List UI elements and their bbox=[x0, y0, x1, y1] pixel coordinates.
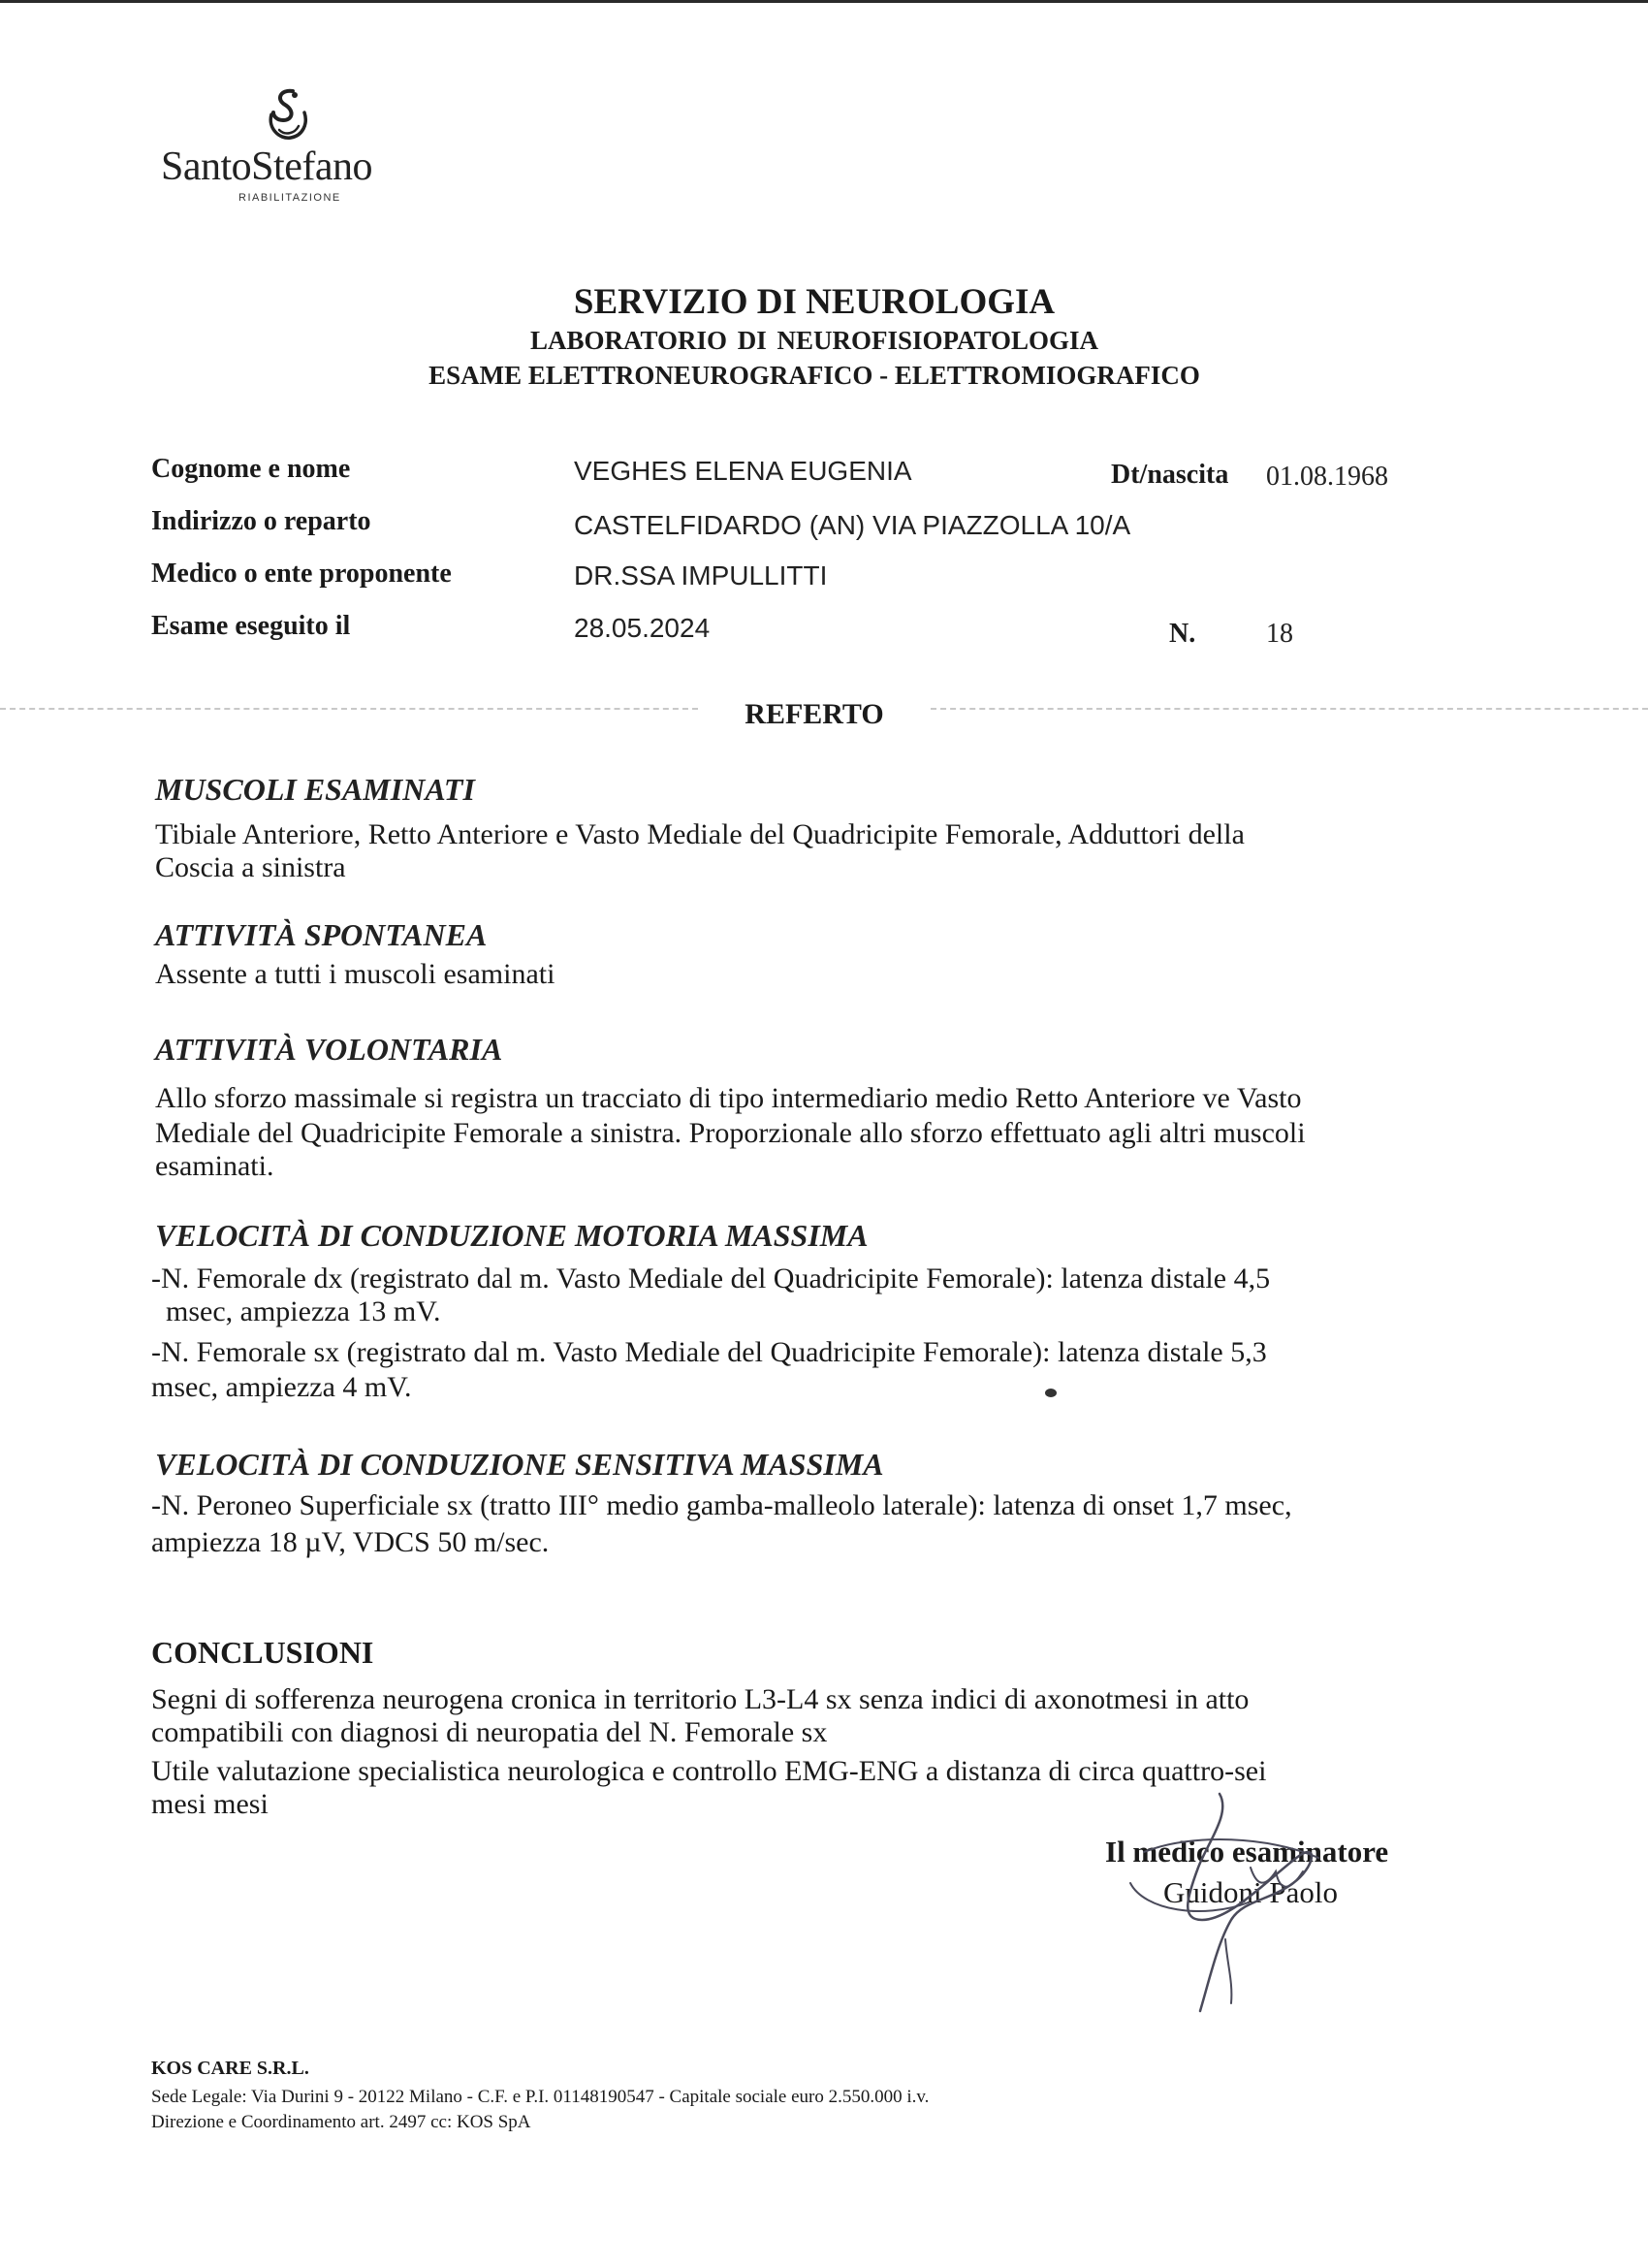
section-line: -N. Femorale dx (registrato dal m. Vasto Mediale del Quadricipite Femorale): latenza distale 4,5 bbox=[151, 1262, 1271, 1294]
section-line: ampiezza 18 µV, VDCS 50 m/sec. bbox=[151, 1526, 550, 1558]
conclusion-line: mesi mesi bbox=[151, 1788, 269, 1820]
signature-name: Guidoni Paolo bbox=[1163, 1875, 1338, 1909]
handwritten-signature-icon bbox=[1086, 1774, 1406, 2027]
date-value: 28.05.2024 bbox=[574, 613, 711, 643]
exam-title: ESAME ELETTRONEUROGRAFICO - ELETTROMIOGRAFICO bbox=[428, 361, 1200, 390]
section-title: VELOCITÀ DI CONDUZIONE SENSITIVA MASSIMA bbox=[155, 1447, 884, 1482]
conclusions-title: CONCLUSIONI bbox=[151, 1635, 374, 1670]
logo-subtitle: RIABILITAZIONE bbox=[238, 192, 341, 204]
section-line: -N. Peroneo Superficiale sx (tratto III° medio gamba-malleolo laterale): latenza di onset 1,7 msec, bbox=[151, 1489, 1292, 1521]
section-title: ATTIVITÀ SPONTANEA bbox=[155, 917, 488, 952]
section-line: Allo sforzo massimale si registra un tracciato di tipo intermediario medio Retto Anteriore ve Vasto bbox=[155, 1082, 1302, 1114]
footer-line: Sede Legale: Via Durini 9 - 20122 Milano - C.F. e P.I. 01148190547 - Capitale sociale euro 2.550.000 i.v. bbox=[151, 2087, 930, 2107]
birth-value: 01.08.1968 bbox=[1266, 462, 1388, 492]
birth-label: Dt/nascita bbox=[1111, 460, 1229, 490]
number-value: 18 bbox=[1266, 619, 1293, 649]
section-line: msec, ampiezza 13 mV. bbox=[151, 1295, 441, 1327]
address-value: CASTELFIDARDO (AN) VIA PIAZZOLLA 10/A bbox=[574, 510, 1131, 540]
section-line: Coscia a sinistra bbox=[155, 851, 346, 883]
section-title: ATTIVITÀ VOLONTARIA bbox=[155, 1032, 503, 1067]
section-line: Mediale del Quadricipite Femorale a sinistra. Proporzionale allo sforzo effettuato agli altri muscoli bbox=[155, 1117, 1306, 1149]
signature-title: Il medico esaminatore bbox=[1105, 1835, 1389, 1869]
section-line: Assente a tutti i muscoli esaminati bbox=[155, 958, 555, 990]
ink-spot bbox=[1045, 1389, 1057, 1397]
footer-line: Direzione e Coordinamento art. 2497 cc: KOS SpA bbox=[151, 2112, 531, 2132]
name-label: Cognome e nome bbox=[151, 454, 351, 484]
service-title: SERVIZIO DI NEUROLOGIA bbox=[573, 282, 1056, 322]
address-label: Indirizzo o reparto bbox=[151, 506, 371, 536]
section-line: Tibiale Anteriore, Retto Anteriore e Vasto Mediale del Quadricipite Femorale, Adduttori della bbox=[155, 818, 1245, 850]
logo-name: SantoStefano bbox=[161, 144, 372, 189]
report-title: REFERTO bbox=[745, 698, 884, 730]
lab-title: LABORATORIO DI NEUROFISIOPATOLOGIA bbox=[529, 326, 1099, 355]
footer-company: KOS CARE S.R.L. bbox=[151, 2058, 309, 2079]
section-title: MUSCOLI ESAMINATI bbox=[155, 772, 475, 807]
number-label: N. bbox=[1169, 619, 1196, 649]
santostefano-logo-icon bbox=[260, 85, 314, 145]
conclusion-line: Segni di sofferenza neurogena cronica in territorio L3-L4 sx senza indici di axonotmesi in atto bbox=[151, 1683, 1250, 1715]
section-line: msec, ampiezza 4 mV. bbox=[151, 1371, 412, 1403]
name-value: VEGHES ELENA EUGENIA bbox=[574, 456, 912, 486]
doctor-label: Medico o ente proponente bbox=[151, 559, 452, 589]
conclusion-line: Utile valutazione specialistica neurologica e controllo EMG-ENG a distanza di circa quattro-sei bbox=[151, 1755, 1267, 1787]
conclusion-line: compatibili con diagnosi di neuropatia del N. Femorale sx bbox=[151, 1716, 828, 1748]
section-line: esaminati. bbox=[155, 1150, 274, 1182]
section-line: -N. Femorale sx (registrato dal m. Vasto Mediale del Quadricipite Femorale): latenza distale 5,3 bbox=[151, 1336, 1267, 1368]
section-title: VELOCITÀ DI CONDUZIONE MOTORIA MASSIMA bbox=[155, 1218, 869, 1253]
doctor-value: DR.SSA IMPULLITTI bbox=[574, 560, 828, 591]
date-label: Esame eseguito il bbox=[151, 611, 351, 641]
scan-edge bbox=[0, 0, 1648, 3]
